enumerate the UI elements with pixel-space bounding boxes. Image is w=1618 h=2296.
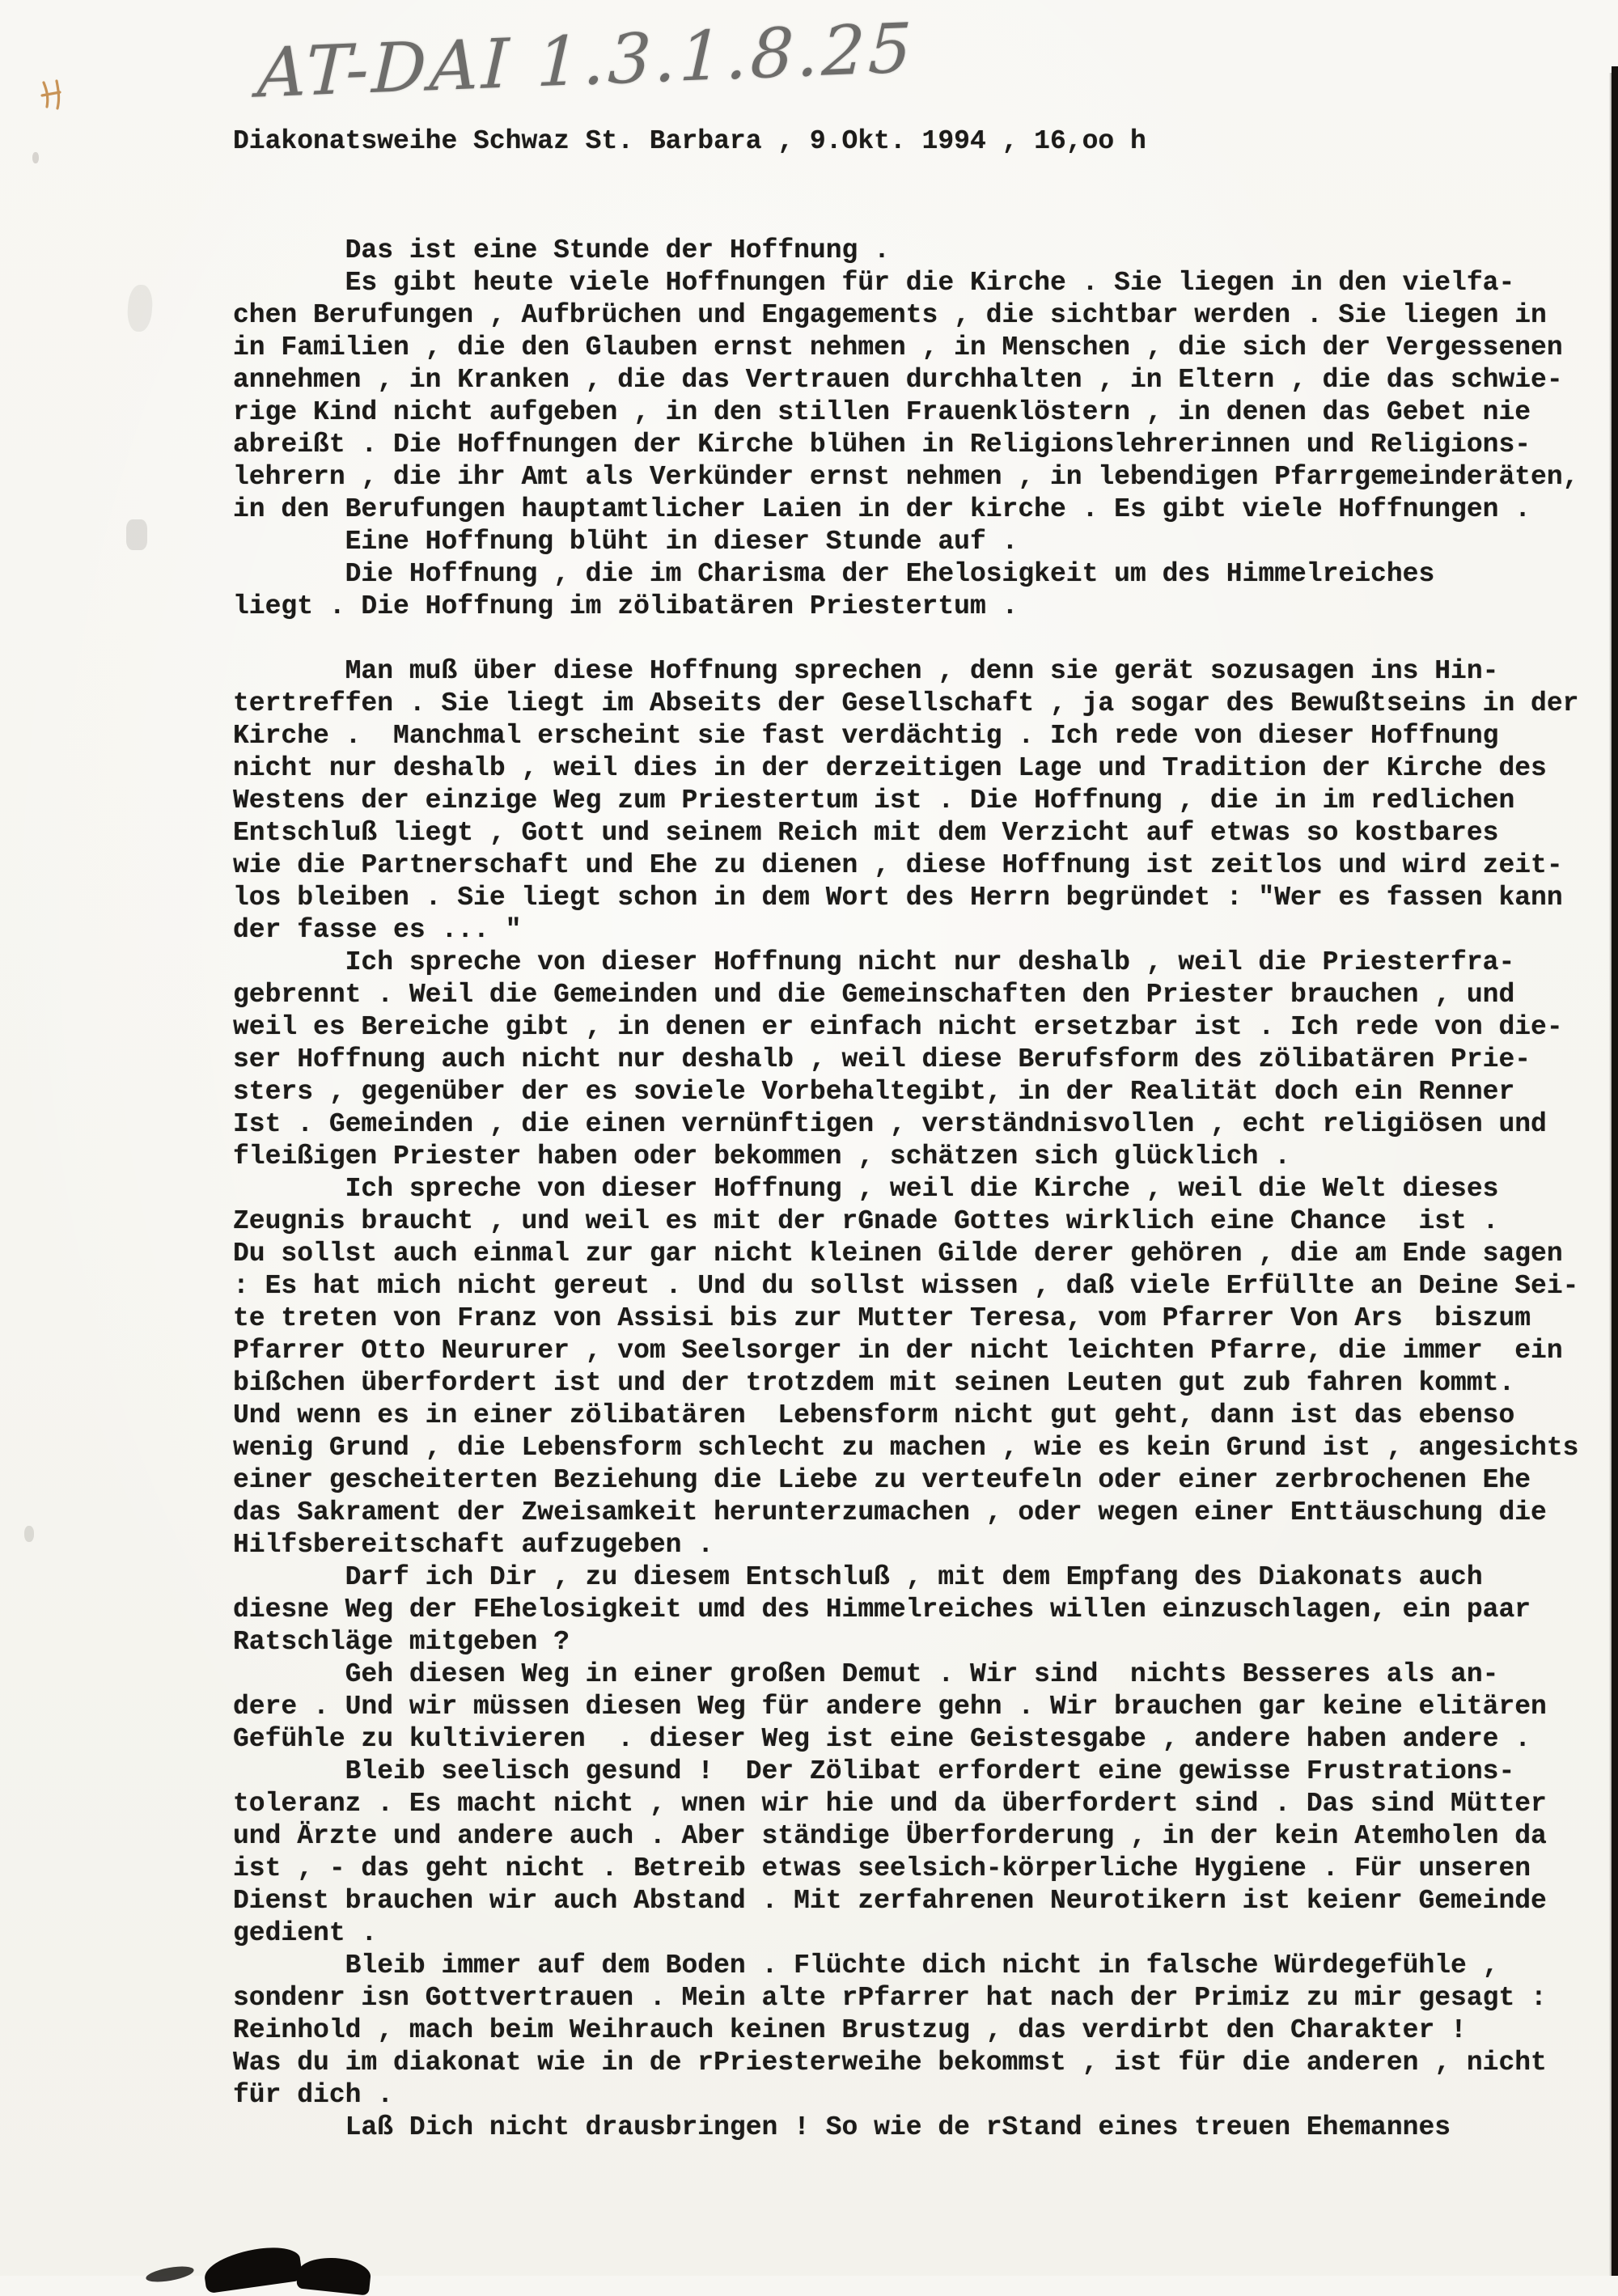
text-line: lehrern , die ihr Amt als Verkünder ernst nehmen , in lebendigen Pfarrgemeinderäten, [233,462,1579,492]
text-line: Dienst brauchen wir auch Abstand . Mit zerfahrenen Neurotikern ist keienr Gemeinde [233,1886,1547,1916]
text-line: abreißt . Die Hoffnungen der Kirche blühen in Religionslehrerinnen und Religions- [233,430,1531,460]
text-line: Eine Hoffnung blüht in dieser Stunde auf . [233,527,1019,557]
text-line [233,623,1612,655]
text-line: und Ärzte und andere auch . Aber ständige Überforderung , in der kein Atemholen da [233,1821,1547,1851]
text-line: wenig Grund , die Lebensform schlecht zu machen , wie es kein Grund ist , angesichts [233,1433,1579,1463]
document-body [233,235,1612,2144]
text-line: Pfarrer Otto Neururer , vom Seelsorger in der nicht leichten Pfarre, die immer ein [233,1336,1563,1366]
scan-streak-bottom-left-2 [296,2254,372,2295]
text-line: in Familien , die den Glauben ernst nehmen , in Menschen , die sich der Vergessenen [233,333,1563,362]
text-line: Westens der einzige Weg zum Priestertum ist . Die Hoffnung , die in im redlichen [233,786,1515,815]
text-line: Reinhold , mach beim Weihrauch keinen Brustzug , das verdirbt den Charakter ! [233,2015,1467,2045]
text-line: Geh diesen Weg in einer großen Demut . Wir sind nichts Besseres als an- [233,1659,1499,1689]
text-line: Kirche . Manchmal erscheint sie fast verdächtig . Ich rede von dieser Hoffnung [233,721,1499,751]
text-line: der fasse es ... " [233,915,522,945]
text-line: Laß Dich nicht drausbringen ! So wie de rStand eines treuen Ehemannes [233,2112,1451,2142]
scan-edge-right-shadow [1609,73,1613,2276]
text-line: sondenr isn Gottvertrauen . Mein alte rPfarrer hat nach der Primiz zu mir gesagt : [233,1983,1547,2013]
text-line: Bleib seelisch gesund ! Der Zölibat erfordert eine gewisse Frustrations- [233,1756,1515,1786]
text-line: Ratschläge mitgeben ? [233,1627,570,1657]
text-line: liegt . Die Hoffnung im zölibatären Priestertum . [233,591,1019,621]
text-line: Ich spreche von dieser Hoffnung , weil die Kirche , weil die Welt dieses [233,1174,1499,1204]
text-line: Bleib immer auf dem Boden . Flüchte dich nicht in falsche Würdegefühle , [233,1951,1499,1980]
text-line: ser Hoffnung auch nicht nur deshalb , weil diese Berufsform des zölibatären Prie- [233,1044,1531,1074]
text-line: rige Kind nicht aufgeben , in den stillen Frauenklöstern , in denen das Gebet nie [233,397,1531,427]
text-line: Hilfsbereitschaft aufzugeben . [233,1530,714,1560]
text-line: Und wenn es in einer zölibatären Lebensform nicht gut geht, dann ist das ebenso [233,1400,1515,1430]
text-line: Darf ich Dir , zu diesem Entschluß , mit dem Empfang des Diakonats auch [233,1562,1483,1592]
text-line: nicht nur deshalb , weil dies in der derzeitigen Lage und Tradition der Kirche des [233,753,1547,783]
text-line: annehmen , in Kranken , die das Vertrauen durchhalten , in Eltern , die das schwie- [233,365,1563,395]
text-line: Ich spreche von dieser Hoffnung nicht nur deshalb , weil die Priesterfra- [233,947,1515,977]
text-line: in den Berufungen hauptamtlicher Laien in der kirche . Es gibt viele Hoffnungen . [233,494,1531,524]
scan-smudge [126,519,147,550]
scan-smudge [32,152,39,163]
text-line: gedient . [233,1918,378,1948]
text-line: fleißigen Priester haben oder bekommen , schätzen sich glücklich . [233,1142,1291,1171]
scan-smudge [126,284,154,333]
text-line: los bleiben . Sie liegt schon in dem Wort des Herrn begründet : "Wer es fassen kann [233,883,1563,913]
text-line: Die Hoffnung , die im Charisma der Ehelosigkeit um des Himmelreiches [233,559,1435,589]
text-line: sters , gegenüber der es soviele Vorbehaltegibt, in der Realität doch ein Renner [233,1077,1515,1107]
text-line: ist , - das geht nicht . Betreib etwas seelsich-körperliche Hygiene . Für unseren [233,1853,1531,1883]
text-line: Ist . Gemeinden , die einen vernünftigen , verständnisvollen , echt religiösen und [233,1109,1547,1139]
text-line: gebrennt . Weil die Gemeinden und die Gemeinschaften den Priester brauchen , und [233,980,1515,1010]
text-line: : Es hat mich nicht gereut . Und du sollst wissen , daß viele Erfüllte an Deine Sei- [233,1271,1579,1301]
scan-smudge [24,1526,34,1542]
text-line: toleranz . Es macht nicht , wnen wir hie und da überfordert sind . Das sind Mütter [233,1789,1547,1819]
handwritten-archive-note: AT-DAI 1.3.1.8.25 [256,8,917,113]
text-line: tertreffen . Sie liegt im Abseits der Gesellschaft , ja sogar des Bewußtseins in der [233,688,1579,718]
text-line: chen Berufungen , Aufbrüchen und Engagements , die sichtbar werden . Sie liegen in [233,300,1547,330]
orange-correction-mark [39,76,66,113]
document-title: Diakonatsweihe Schwaz St. Barbara , 9.Okt. 1994 , 16,oo h [233,126,1146,156]
text-line: wie die Partnerschaft und Ehe zu dienen , diese Hoffnung ist zeitlos und wird zeit- [233,850,1563,880]
text-line: te treten von Franz von Assisi bis zur Mutter Teresa, vom Pfarrer Von Ars biszum [233,1303,1531,1333]
text-line: einer gescheiterten Beziehung die Liebe zu verteufeln oder einer zerbrochenen Ehe [233,1465,1531,1495]
text-line: Man muß über diese Hoffnung sprechen , denn sie gerät sozusagen ins Hin- [233,656,1499,686]
scan-streak-bottom-left-1 [201,2243,303,2294]
text-line: Es gibt heute viele Hoffnungen für die Kirche . Sie liegen in den vielfa- [233,268,1515,298]
text-line: Zeugnis braucht , und weil es mit der rGnade Gottes wirklich eine Chance ist . [233,1206,1499,1236]
text-line: diesne Weg der FEhelosigkeit umd des Himmelreiches willen einzuschlagen, ein paar [233,1595,1531,1625]
text-line: Entschluß liegt , Gott und seinem Reich mit dem Verzicht auf etwas so kostbares [233,818,1499,848]
text-line: weil es Bereiche gibt , in denen er einfach nicht ersetzbar ist . Ich rede von die- [233,1012,1563,1042]
scan-streak-bottom-left-3 [145,2264,195,2285]
text-line: das Sakrament der Zweisamkeit herunterzumachen , oder wegen einer Enttäuschung die [233,1497,1547,1527]
text-line: Was du im diakonat wie in de rPriesterweihe bekommst , ist für die anderen , nicht [233,2048,1547,2078]
text-line: Das ist eine Stunde der Hoffnung . [233,235,890,265]
text-line: Gefühle zu kultivieren . dieser Weg ist eine Geistesgabe , andere haben andere . [233,1724,1531,1754]
text-line: Du sollst auch einmal zur gar nicht kleinen Gilde derer gehören , die am Ende sagen [233,1239,1563,1269]
text-line: bißchen überfordert ist und der trotzdem mit seinen Leuten gut zub fahren kommt. [233,1368,1515,1398]
text-line: dere . Und wir müssen diesen Weg für andere gehn . Wir brauchen gar keine elitären [233,1692,1547,1722]
text-line: für dich . [233,2080,394,2110]
